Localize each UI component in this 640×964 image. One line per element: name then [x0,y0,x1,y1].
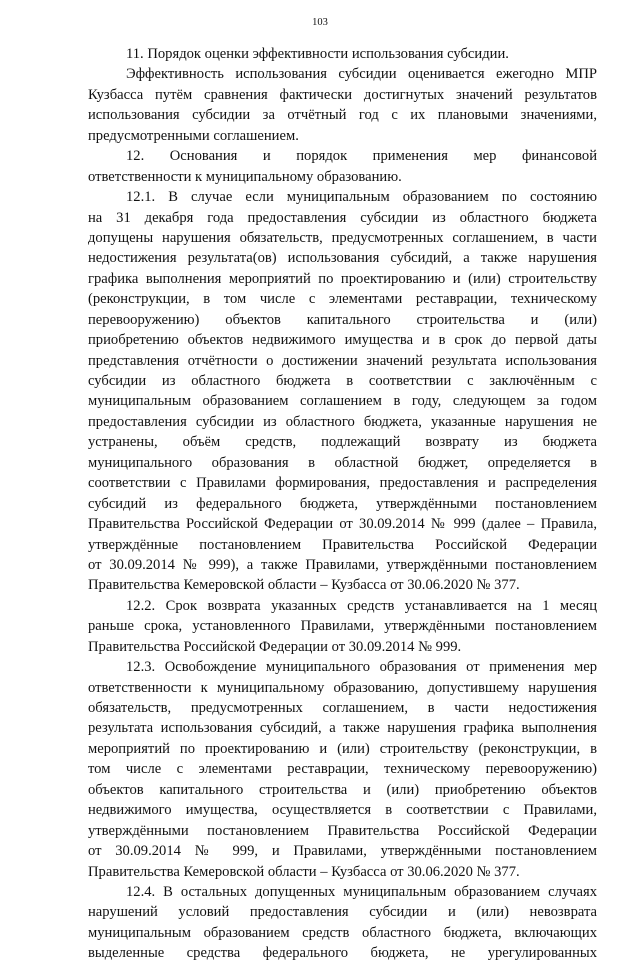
text-line: использования субсидии за отчётный год с их плановыми значениями, [88,107,597,124]
text-line: обязательств, предусмотренных соглашением, в части недостижения [88,700,597,716]
text-line: утверждённые постановлением Правительства Российской Федерации [88,536,597,553]
text-line: допущены нарушения обязательств, предусмотренных соглашением, в части [88,229,597,246]
text-line: 12.3. Освобождение муниципального образования от применения мер [126,659,597,676]
text-line: том числе с элементами реставрации, техническому перевооружению) [88,761,597,778]
text-line: 11. Порядок оценки эффективности использования субсидии. [126,46,509,62]
text-line: нарушений условий предоставления субсидии и (или) невозврата [88,904,597,921]
text-line: Правительства Кемеровской области – Кузбасса от 30.06.2020 № 377. [88,863,520,880]
text-line: муниципальным образованием средств областного бюджета, включающих [88,924,597,941]
text-line: (реконструкции, в том числе с элементами реставрации, техническому [88,291,597,308]
text-line: мероприятий по проектированию и (или) строительству (реконструкции, в [88,740,597,757]
text-line: представления отчётности о достижении значений результата использования [88,352,597,369]
text-line: приобретению объектов недвижимого имущества и в срок до первой даты [88,332,597,349]
text-line: соответствии с Правилами формирования, предоставления и распределения [88,475,597,492]
text-line: недвижимого имущества, осуществляется в соответствии с Правилами, [88,802,597,819]
text-line: устранены, объём средств, подлежащий возврату из бюджета [88,434,597,451]
text-line: Правительства Кемеровской области – Кузбасса от 30.06.2020 № 377. [88,577,520,594]
text-line: на 31 декабря года предоставления субсидии из областного бюджета [88,209,597,226]
text-line: ответственности к муниципальному образованию, допустившему нарушения [88,679,597,696]
text-line: 12.4. В остальных допущенных муниципальным образованием случаях [126,883,597,900]
body-text [88,44,597,964]
text-line: 12.1. В случае если муниципальным образованием по состоянию [126,189,597,206]
text-line: выделенные средства федерального бюджета, не урегулированных [88,945,597,962]
text-line: результата использования субсидий, а также нарушения графика выполнения [88,720,597,737]
text-line: субсидии из областного бюджета в соответствии с заключённым с [88,373,597,389]
text-line: Кузбасса путём сравнения фактически достигнутых значений результатов [88,86,597,103]
text-line: утверждёнными постановлением Правительства Российской Федерации [88,822,597,839]
text-line: от 30.09.2014 № 999), а также Правилами, утверждёнными постановлением [88,556,597,573]
text-line: недостижения результата(ов) использования субсидий, а также нарушения [88,250,597,267]
text-line: графика выполнения мероприятий по проектированию и (или) строительству [88,270,597,287]
text-line: Эффективность использования субсидии оценивается ежегодно МПР [126,66,597,83]
text-line: субсидий из федерального бюджета, утверждёнными постановлением [88,495,597,512]
text-line: ответственности к муниципальному образованию. [88,168,402,185]
text-line: предусмотренными соглашением. [88,127,299,144]
text-line: муниципальным образованием соглашением в году, следующем за годом [88,393,597,410]
text-line: предоставления субсидии из областного бюджета, указанные нарушения не [88,413,597,430]
text-line: 12. Основания и порядок применения мер финансовой [126,148,597,165]
text-line: 12.2. Срок возврата указанных средств устанавливается на 1 месяц [126,597,597,614]
text-line: Правительства Российской Федерации от 30.09.2014 № 999 (далее – Правила, [88,516,597,533]
text-line: муниципального образования в областной бюджет, определяется в [88,454,597,471]
text-line: от 30.09.2014 № 999, и Правилами, утверждёнными постановлением [88,843,597,860]
text-line: объектов капитального строительства и (или) приобретению объектов [88,781,597,798]
page-number: 103 [312,17,328,28]
text-line: перевооружению) объектов капитального строительства и (или) [88,311,597,328]
text-line: раньше срока, установленного Правилами, утверждёнными постановлением [88,618,597,635]
text-line: Правительства Российской Федерации от 30.09.2014 № 999. [88,638,462,655]
